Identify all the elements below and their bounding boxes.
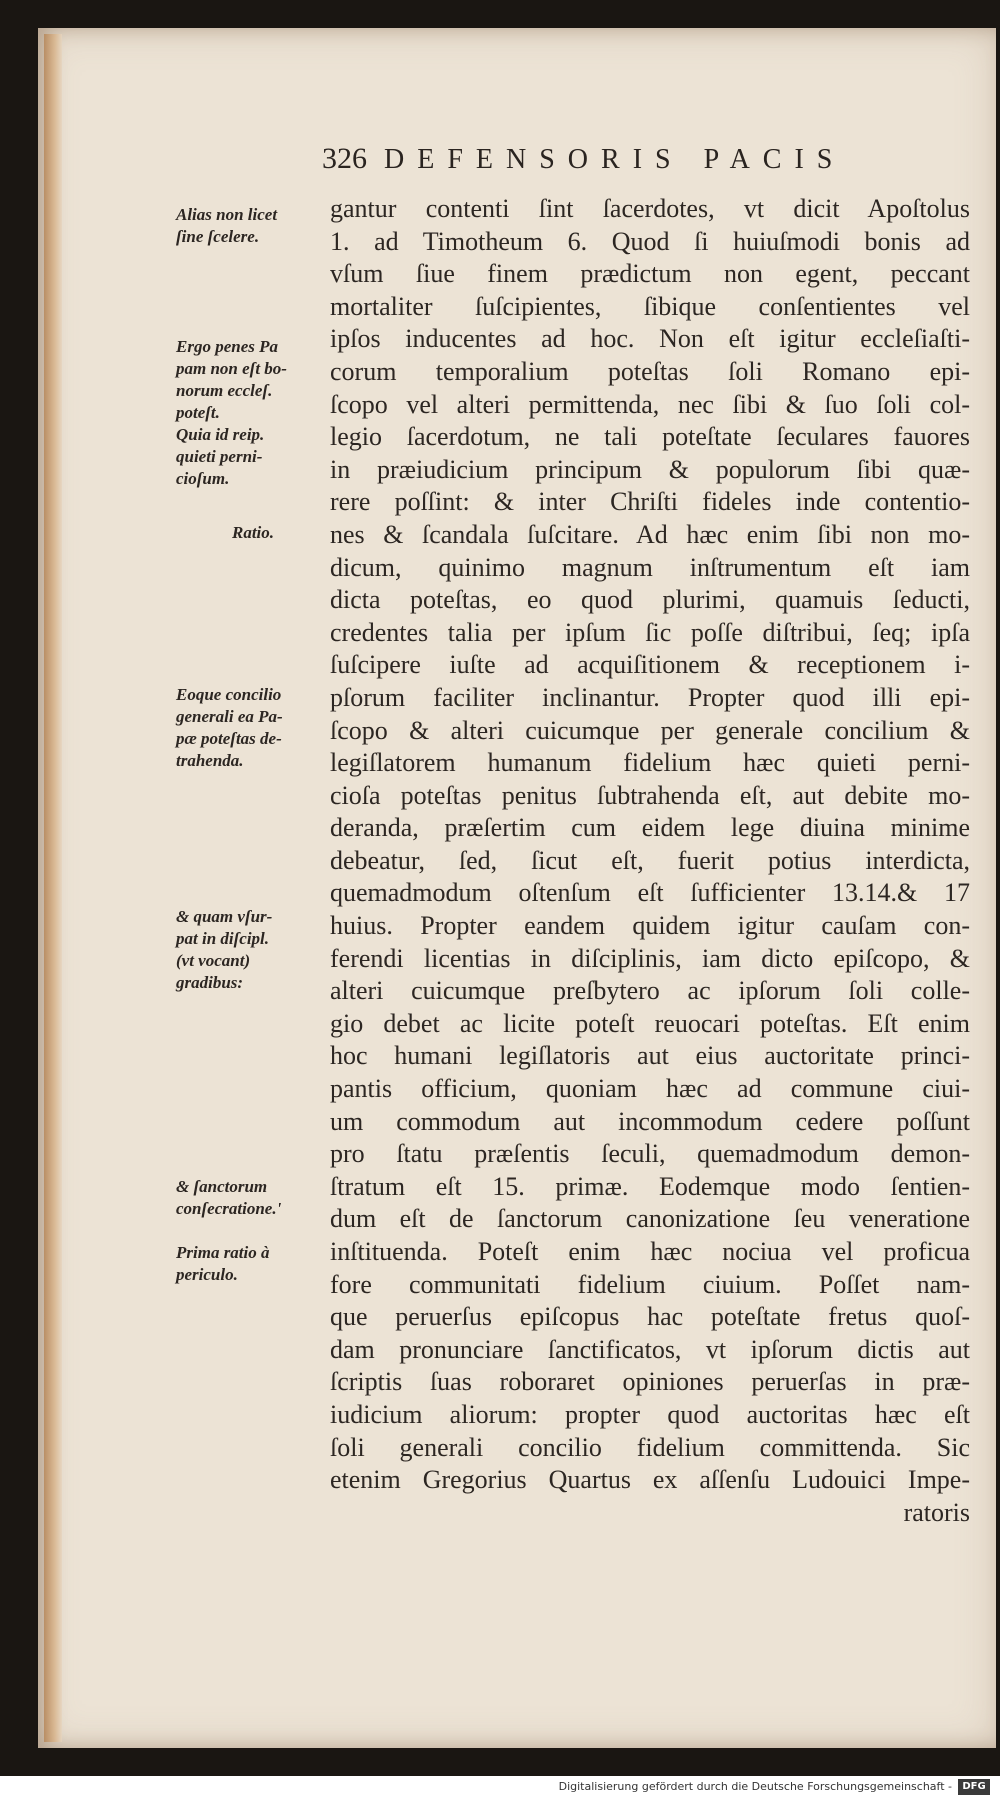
text-line: ſcopo vel alteri permittenda, nec ſibi & ſuo ſoli col- [330, 389, 970, 419]
marginal-note [176, 336, 326, 490]
catchword: ratoris [903, 1497, 970, 1527]
marginal-note-line: Quia id reip. [176, 425, 265, 444]
text-line: cioſa poteſtas penitus ſubtrahenda eſt, aut debite mo- [330, 780, 970, 810]
text-line: alteri cuicumque preſbytero ac ipſorum ſoli colle- [330, 976, 970, 1006]
text-line: fore communitati fidelium ciuium. Poſſet nam- [330, 1269, 970, 1299]
page-edge [44, 34, 62, 1742]
text-line: pantis officium, quoniam hæc ad commune ciui- [330, 1074, 970, 1104]
text-line: inſtituenda. Poteſt enim hæc nociua vel proficua [330, 1237, 970, 1266]
text-line: deranda, præſertim cum eidem lege diuina minime [330, 813, 970, 843]
text-line: dam pronunciare ſanctificatos, vt ipſorum dictis aut [330, 1334, 970, 1364]
text-line: in præiudicium principum & populorum ſibi quæ- [330, 454, 970, 484]
marginal-note-line: generali ea Pa- [176, 707, 283, 726]
text-line: ſcopo & alteri cuicumque per generale concilium & [330, 715, 970, 745]
marginal-note-line: & ſanctorum [176, 1177, 268, 1196]
text-line: corum temporalium poteſtas ſoli Romano epi- [330, 356, 970, 386]
text-line: dum eſt de ſanctorum canonizatione ſeu veneratione [330, 1204, 970, 1234]
text-line: huius. Propter eandem quidem igitur cauſam con- [330, 911, 970, 941]
text-line: 1. ad Timotheum 6. Quod ſi huiuſmodi bonis ad [330, 226, 970, 256]
marginal-note-line: Ratio. [232, 523, 275, 542]
marginal-note [176, 906, 326, 994]
funding-credit: Digitalisierung gefördert durch die Deutsche Forschungsgemeinschaft - [558, 1780, 952, 1793]
marginal-note-line: cioſum. [176, 469, 230, 488]
text-line: gio debet ac licite poteſt reuocari poteſtas. Eſt enim [330, 1008, 970, 1038]
text-line: ſcriptis ſuas roboraret opiniones peruerſas in præ- [330, 1367, 970, 1397]
text-line: rere poſſint: & inter Chriſti fideles inde contentio- [330, 487, 970, 517]
text-line: legiſlatorem humanum fidelium hæc quieti perni- [330, 748, 970, 778]
marginal-note-line: pat in diſcipl. [176, 929, 270, 948]
dfg-logo: DFG [958, 1779, 990, 1795]
marginal-note [176, 1242, 326, 1286]
text-line: ſtratum eſt 15. primæ. Eodemque modo ſentien- [330, 1171, 970, 1201]
text-line: ipſos inducentes ad hoc. Non eſt igitur eccleſiaſti- [330, 324, 970, 354]
marginal-note-line: & quam vſur- [176, 907, 273, 926]
marginal-note-line: trahenda. [176, 751, 244, 770]
text-line: ferendi licentias in diſciplinis, iam dicto epiſcopo, & [330, 943, 970, 973]
marginal-note [176, 684, 326, 772]
text-line: debeatur, ſed, ſicut eſt, fuerit potius interdicta, [330, 845, 970, 875]
text-line: ſoli generali concilio fidelium committenda. Sic [330, 1432, 970, 1462]
text-line: vſum ſiue finem prædictum non egent, peccant [330, 259, 970, 289]
text-line: gantur contenti ſint ſacerdotes, vt dicit Apoſtolus [330, 194, 970, 223]
marginal-note-line: periculo. [176, 1265, 238, 1284]
text-line: iudicium aliorum: propter quod auctoritas hæc eſt [330, 1399, 970, 1429]
marginal-note [176, 1176, 326, 1220]
text-line: legio ſacerdotum, ne tali poteſtate ſeculares fauores [330, 422, 970, 452]
marginal-note-line: pæ poteſtas de- [176, 729, 282, 748]
text-line: etenim Gregorius Quartus ex aſſenſu Ludouici Impe- [330, 1465, 970, 1495]
text-line: pſorum faciliter inclinantur. Propter quod illi epi- [330, 682, 970, 712]
marginal-note-line: Ergo penes Pa [176, 337, 278, 356]
page-header [322, 142, 972, 186]
text-line: um commodum aut incommodum cedere poſſunt [330, 1106, 970, 1136]
text-line: hoc humani legiſlatoris aut eius auctoritate princi- [330, 1041, 970, 1071]
text-line: mortaliter ſuſcipientes, ſibique conſentientes vel [330, 291, 970, 321]
marginal-notes [170, 0, 330, 1800]
footer-bar [0, 1776, 1000, 1800]
marginal-note-line: Eoque concilio [176, 685, 282, 704]
marginal-note-line: pam non eſt bo- [176, 359, 287, 378]
marginal-note-line: norum eccleſ. [176, 381, 273, 400]
text-line: quemadmodum oſtenſum eſt ſufficienter 13.14.& 17 [330, 878, 970, 908]
text-line: dicum, quinimo magnum inſtrumentum eſt iam [330, 552, 970, 582]
page-number: 326 [322, 142, 367, 175]
marginal-note-line: (vt vocant) [176, 951, 251, 970]
marginal-note-line: gradibus: [176, 973, 244, 992]
text-line: pro ſtatu præſentis ſeculi, quemadmodum demon- [330, 1139, 970, 1169]
marginal-note-line: quieti perni- [176, 447, 263, 466]
marginal-note-line: Alias non licet [176, 205, 278, 224]
text-line: credentes talia per ipſum ſic poſſe diſtribui, ſeq; ipſa [330, 617, 970, 647]
marginal-note-line: poteſt. [176, 403, 220, 422]
marginal-note-line: conſecratione.' [176, 1199, 282, 1218]
text-line: dicta poteſtas, eo quod plurimi, quamuis ſeducti, [330, 585, 970, 615]
text-line: nes & ſcandala ſuſcitare. Ad hæc enim ſibi non mo- [330, 519, 970, 549]
marginal-note-line: ſine ſcelere. [176, 227, 260, 246]
body-text [330, 193, 970, 1529]
marginal-note-line: Prima ratio à [176, 1243, 270, 1262]
text-line: que peruerſus epiſcopus hac poteſtate fretus quoſ- [330, 1302, 970, 1332]
text-line: ſuſcipere iuſte ad acquiſitionem & receptionem i- [330, 650, 970, 680]
running-head: DEFENSORIS PACIS [384, 144, 846, 175]
marginal-note [176, 204, 326, 248]
